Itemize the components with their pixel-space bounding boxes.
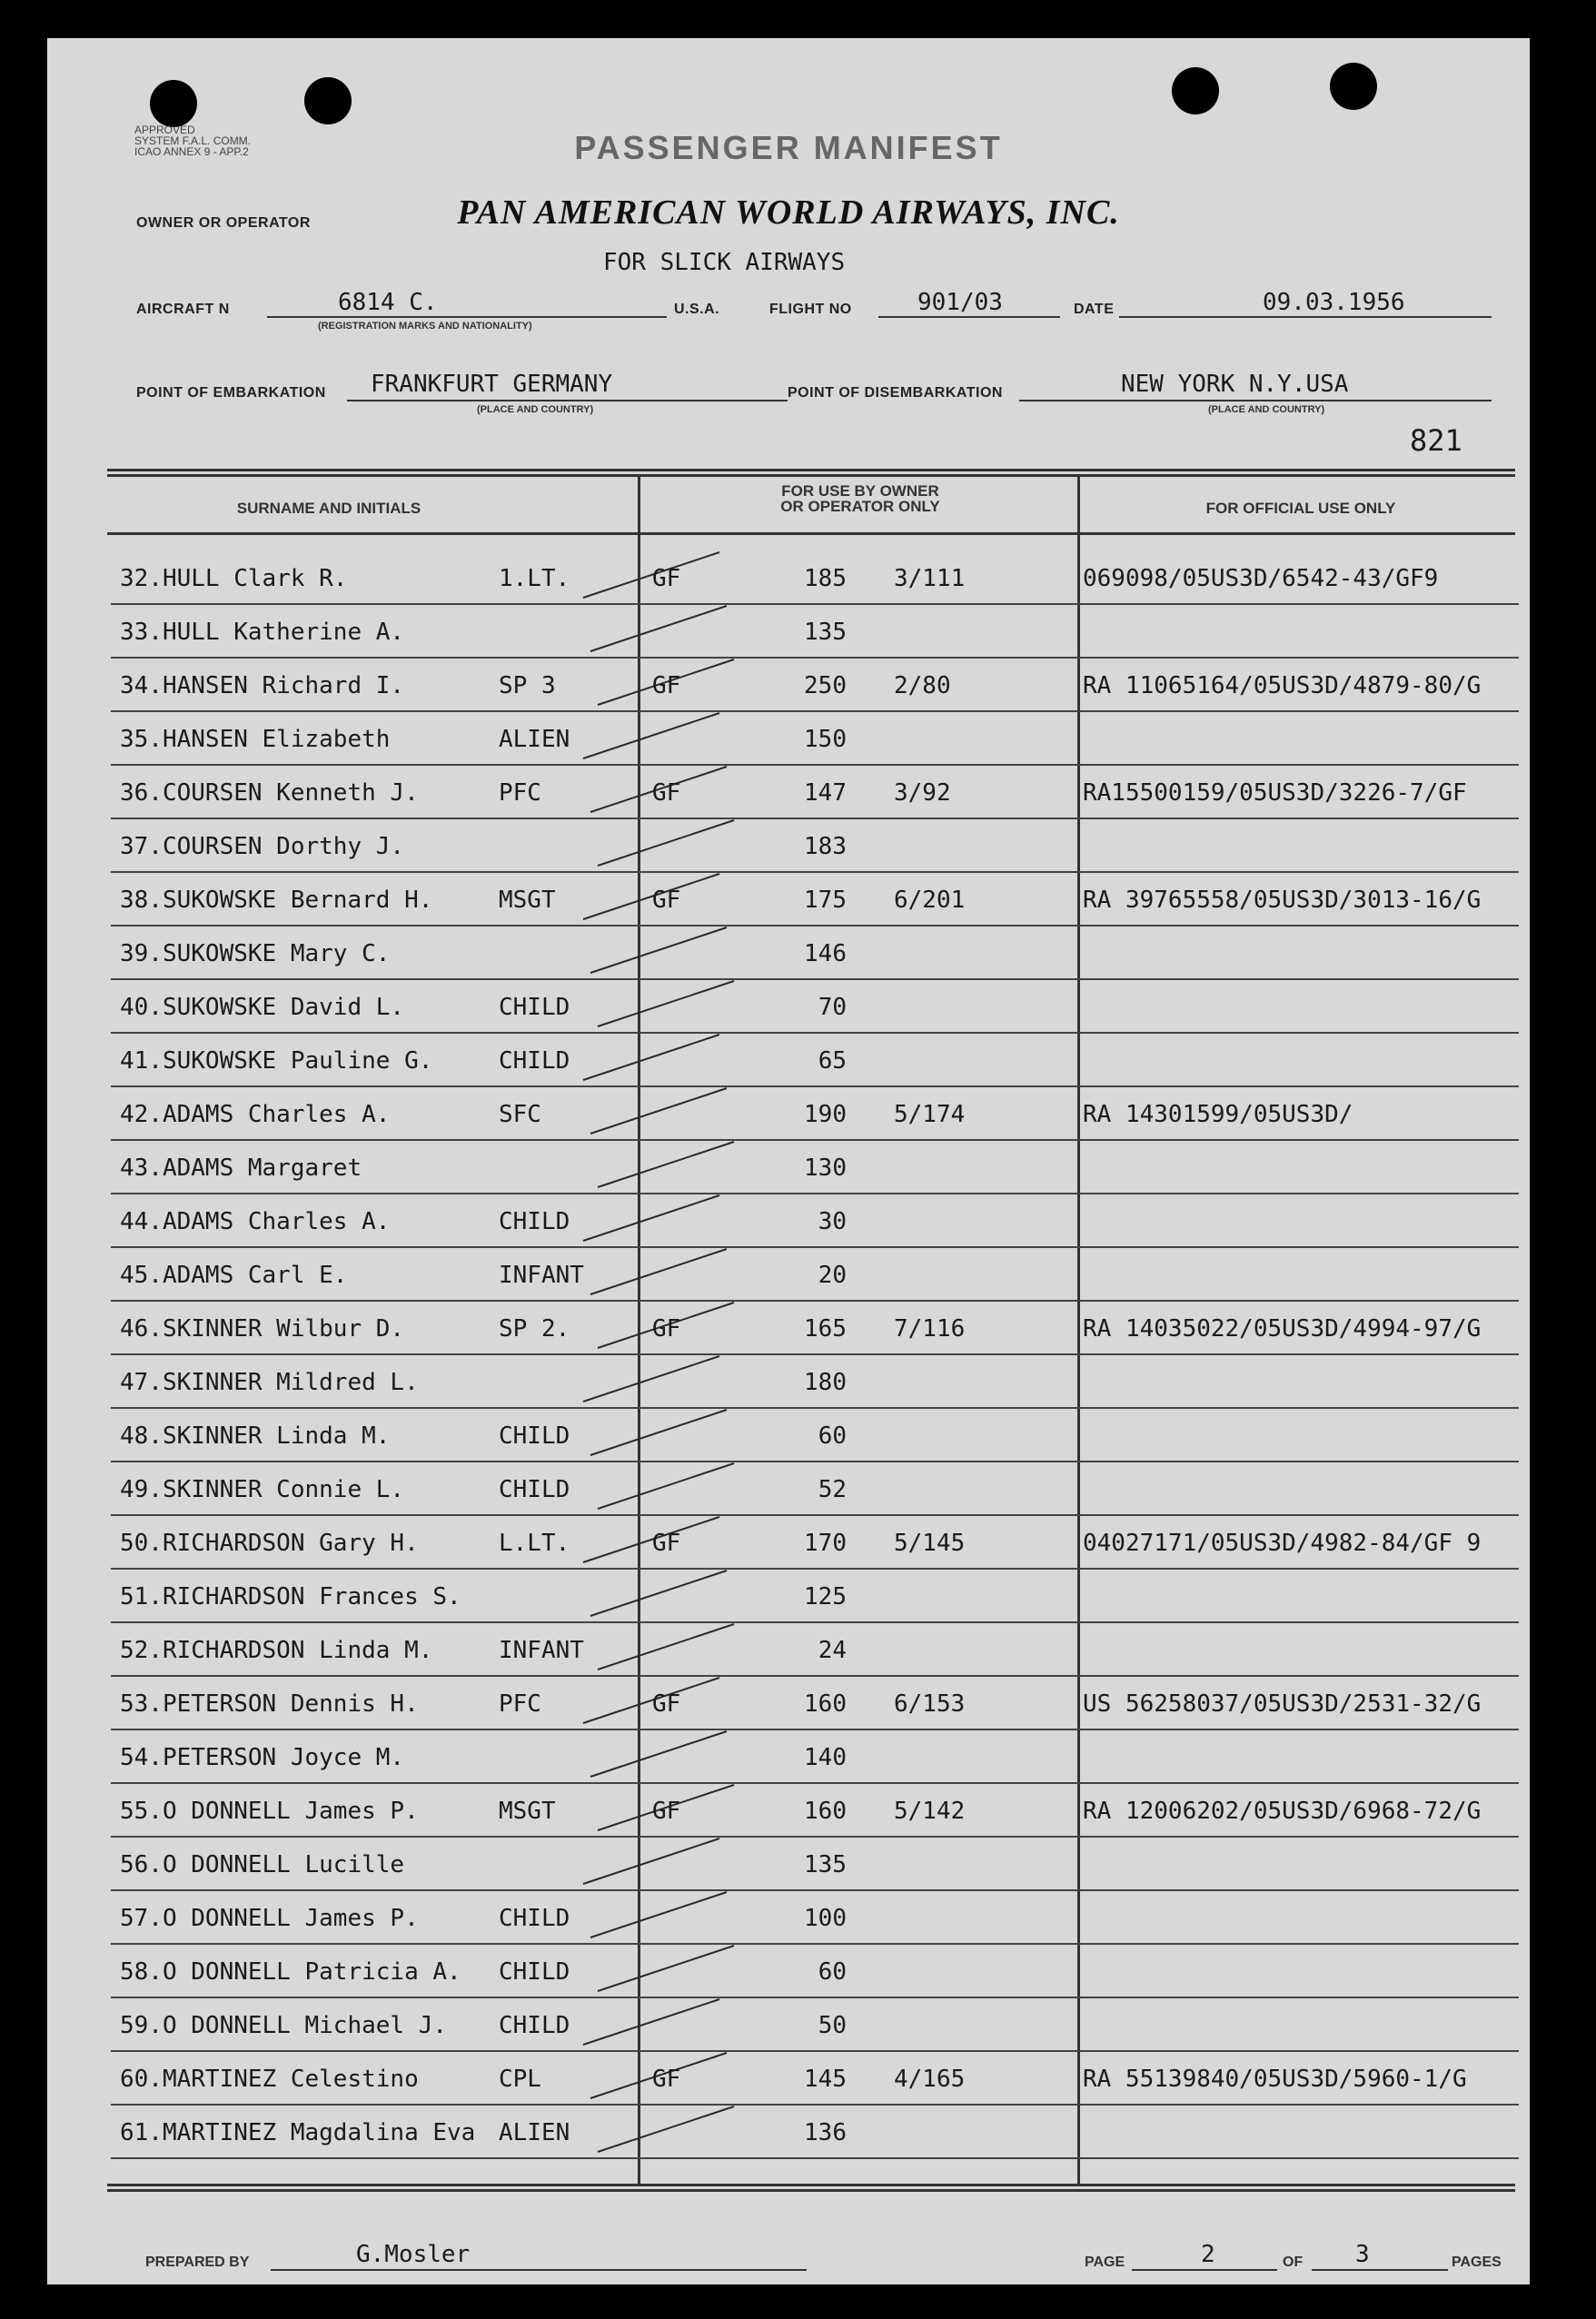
gf-code: GF — [652, 1798, 681, 1825]
of-underline — [1312, 2269, 1448, 2271]
passenger-rank: CHILD — [499, 1422, 570, 1450]
passenger-name: 49.SKINNER Connie L. — [120, 1476, 405, 1503]
table-row — [47, 1731, 1530, 1785]
flight-underline — [878, 316, 1060, 318]
page-title: PASSENGER MANIFEST — [574, 129, 1003, 166]
check-mark-icon — [574, 1831, 747, 1886]
passenger-name: 48.SKINNER Linda M. — [120, 1422, 391, 1450]
passenger-rank: CHILD — [499, 1047, 570, 1075]
gf-code: GF — [652, 887, 681, 914]
passenger-weight: 135 — [804, 1851, 847, 1878]
check-mark-icon — [574, 813, 747, 867]
baggage-count: 3/111 — [894, 565, 966, 592]
passenger-rank: INFANT — [499, 1262, 584, 1289]
row-rule — [111, 1997, 1519, 1998]
official-reference: US 56258037/05US3D/2531-32/G — [1083, 1690, 1482, 1718]
baggage-count: 5/145 — [894, 1530, 966, 1557]
table-row — [47, 1303, 1530, 1356]
passenger-name: 57.O DONNELL James P. — [120, 1905, 419, 1932]
table-row — [47, 1838, 1530, 1892]
row-rule — [111, 1514, 1519, 1516]
embark-label: POINT OF EMBARKATION — [136, 385, 326, 401]
table-row — [47, 1142, 1530, 1195]
baggage-count: 7/116 — [894, 1315, 966, 1343]
passenger-name: 35.HANSEN Elizabeth — [120, 726, 391, 753]
table-row — [47, 1035, 1530, 1088]
row-rule — [111, 1943, 1519, 1945]
check-mark-icon — [574, 1349, 747, 1403]
check-mark-icon — [574, 2099, 747, 2154]
passenger-weight: 160 — [804, 1798, 847, 1825]
passenger-weight: 20 — [818, 1262, 847, 1289]
passenger-weight: 100 — [804, 1905, 847, 1932]
check-mark-icon — [574, 1724, 747, 1779]
approval-line: ICAO ANNEX 9 - APP.2 — [134, 145, 249, 158]
table-row — [47, 1517, 1530, 1571]
passenger-weight: 140 — [804, 1744, 847, 1771]
check-mark-icon — [574, 1938, 747, 1993]
table-row — [47, 1999, 1530, 2053]
passenger-rank: MSGT — [499, 1798, 556, 1825]
check-mark-icon — [574, 1563, 747, 1618]
gf-code: GF — [652, 1690, 681, 1718]
table-bottom-rule — [107, 2184, 1515, 2186]
passenger-rank: MSGT — [499, 887, 556, 914]
row-rule — [111, 657, 1519, 659]
passenger-rank: L.LT. — [499, 1530, 570, 1557]
table-row — [47, 2106, 1530, 2160]
passenger-weight: 125 — [804, 1583, 847, 1610]
table-row — [47, 1356, 1530, 1410]
row-rule — [111, 818, 1519, 819]
table-row — [47, 1946, 1530, 1999]
of-label: OF — [1283, 2255, 1304, 2270]
check-mark-icon — [574, 1027, 747, 1082]
passenger-name: 43.ADAMS Margaret — [120, 1155, 362, 1182]
embark-caption: (PLACE AND COUNTRY) — [477, 404, 594, 415]
row-rule — [111, 1300, 1519, 1302]
passenger-rank: CHILD — [499, 1208, 570, 1235]
prepared-underline — [271, 2269, 807, 2271]
aircraft-number: 6814 C. — [338, 289, 438, 316]
disembark-underline — [1019, 400, 1492, 401]
approval-line: SYSTEM F.A.L. COMM. — [134, 134, 252, 147]
punch-hole — [1330, 63, 1377, 110]
passenger-name: 60.MARTINEZ Celestino — [120, 2066, 419, 2093]
passenger-name: 38.SUKOWSKE Bernard H. — [120, 887, 433, 914]
table-top-rule — [107, 469, 1515, 471]
operator-column-header — [683, 483, 1037, 514]
passenger-name: 53.PETERSON Dennis H. — [120, 1690, 419, 1718]
check-mark-icon — [574, 706, 747, 760]
official-reference: RA 12006202/05US3D/6968-72/G — [1083, 1798, 1482, 1825]
table-row — [47, 874, 1530, 927]
baggage-count: 4/165 — [894, 2066, 966, 2093]
registration-caption: (REGISTRATION MARKS AND NATIONALITY) — [318, 321, 532, 332]
row-rule — [111, 1621, 1519, 1623]
passenger-name: 42.ADAMS Charles A. — [120, 1101, 391, 1128]
aircraft-underline — [267, 316, 667, 318]
passenger-weight: 52 — [818, 1476, 847, 1503]
aircraft-label: AIRCRAFT N — [136, 302, 230, 317]
passenger-weight: 190 — [804, 1101, 847, 1128]
company-name: PAN AMERICAN WORLD AIRWAYS, INC. — [457, 193, 1120, 232]
passenger-rank: CHILD — [499, 1476, 570, 1503]
passenger-name: 55.O DONNELL James P. — [120, 1798, 419, 1825]
passenger-weight: 60 — [818, 1958, 847, 1986]
date-underline — [1119, 316, 1492, 318]
for-line: FOR SLICK AIRWAYS — [603, 249, 846, 276]
gf-code: GF — [652, 672, 681, 699]
row-rule — [111, 1675, 1519, 1677]
table-row — [47, 1249, 1530, 1303]
row-rule — [111, 1032, 1519, 1034]
baggage-count: 2/80 — [894, 672, 951, 699]
passenger-name: 40.SUKOWSKE David L. — [120, 994, 405, 1021]
table-row — [47, 1463, 1530, 1517]
passenger-weight: 183 — [804, 833, 847, 860]
passenger-name: 47.SKINNER Mildred L. — [120, 1369, 419, 1396]
passenger-name: 46.SKINNER Wilbur D. — [120, 1315, 405, 1343]
table-row — [47, 767, 1530, 820]
passenger-rank: SP 3 — [499, 672, 556, 699]
check-mark-icon — [574, 1456, 747, 1511]
table-row — [47, 659, 1530, 713]
official-reference: RA 14035022/05US3D/4994-97/G — [1083, 1315, 1482, 1343]
operator-header-line: FOR USE BY OWNER — [781, 482, 939, 500]
table-row — [47, 1624, 1530, 1678]
passenger-weight: 50 — [818, 2012, 847, 2039]
gf-code: GF — [652, 1315, 681, 1343]
passenger-rank: CPL — [499, 2066, 541, 2093]
manifest-sheet — [47, 38, 1530, 2284]
usa-label: U.S.A. — [674, 302, 720, 317]
passenger-weight: 70 — [818, 994, 847, 1021]
official-reference: 04027171/05US3D/4982-84/GF 9 — [1083, 1530, 1482, 1557]
table-row — [47, 981, 1530, 1035]
table-row — [47, 1892, 1530, 1946]
passenger-weight: 180 — [804, 1369, 847, 1396]
prepared-by: G.Mosler — [356, 2241, 471, 2268]
table-row — [47, 1410, 1530, 1463]
passenger-name: 59.O DONNELL Michael J. — [120, 2012, 448, 2039]
passenger-name: 36.COURSEN Kenneth J. — [120, 779, 419, 807]
passenger-rank: SFC — [499, 1101, 541, 1128]
check-mark-icon — [574, 1617, 747, 1671]
passenger-weight: 145 — [804, 2066, 847, 2093]
gf-code: GF — [652, 2066, 681, 2093]
check-mark-icon — [574, 1188, 747, 1243]
official-reference: RA 14301599/05US3D/ — [1083, 1101, 1353, 1128]
passenger-weight: 30 — [818, 1208, 847, 1235]
passenger-weight: 146 — [804, 940, 847, 967]
row-rule — [111, 871, 1519, 873]
flight-label: FLIGHT NO — [769, 302, 852, 317]
gf-code: GF — [652, 565, 681, 592]
table-row — [47, 1678, 1530, 1731]
passenger-weight: 24 — [818, 1637, 847, 1664]
passenger-weight: 147 — [804, 779, 847, 807]
row-rule — [111, 603, 1519, 605]
row-rule — [111, 1461, 1519, 1462]
row-rule — [111, 1193, 1519, 1194]
page-underline — [1132, 2269, 1277, 2271]
row-rule — [111, 1085, 1519, 1087]
table-row — [47, 2053, 1530, 2106]
punch-hole — [1172, 67, 1219, 114]
row-rule — [111, 2157, 1519, 2159]
row-rule — [111, 2104, 1519, 2106]
table-row — [47, 927, 1530, 981]
passenger-name: 61.MARTINEZ Magdalina Eva — [120, 2119, 476, 2146]
row-rule — [111, 1889, 1519, 1891]
check-mark-icon — [574, 1242, 747, 1296]
punch-hole — [150, 80, 197, 127]
table-header-rule — [107, 532, 1515, 535]
table-row — [47, 1195, 1530, 1249]
baggage-count: 5/174 — [894, 1101, 966, 1128]
passenger-rank: ALIEN — [499, 2119, 570, 2146]
check-mark-icon — [574, 974, 747, 1028]
table-row — [47, 552, 1530, 606]
row-rule — [111, 1353, 1519, 1355]
row-rule — [111, 1782, 1519, 1784]
official-reference: 069098/05US3D/6542-43/GF9 — [1083, 565, 1439, 592]
row-rule — [111, 978, 1519, 980]
row-rule — [111, 764, 1519, 766]
row-rule — [111, 1729, 1519, 1730]
check-mark-icon — [574, 599, 747, 653]
passenger-name: 45.ADAMS Carl E. — [120, 1262, 348, 1289]
official-reference: RA 55139840/05US3D/5960-1/G — [1083, 2066, 1467, 2093]
disembark-caption: (PLACE AND COUNTRY) — [1208, 404, 1325, 415]
passenger-weight: 185 — [804, 565, 847, 592]
passenger-weight: 160 — [804, 1690, 847, 1718]
pages-label: PAGES — [1452, 2255, 1502, 2270]
passenger-rank: SP 2. — [499, 1315, 570, 1343]
sheet-number: 821 — [1410, 423, 1462, 458]
row-rule — [111, 1139, 1519, 1141]
passenger-weight: 136 — [804, 2119, 847, 2146]
passenger-weight: 130 — [804, 1155, 847, 1182]
check-mark-icon — [574, 920, 747, 975]
passenger-weight: 135 — [804, 619, 847, 646]
check-mark-icon — [574, 1135, 747, 1189]
row-rule — [111, 710, 1519, 712]
official-column-header: FOR OFFICIAL USE ONLY — [1205, 500, 1396, 517]
passenger-weight: 175 — [804, 887, 847, 914]
passenger-name: 32.HULL Clark R. — [120, 565, 348, 592]
passenger-name: 33.HULL Katherine A. — [120, 619, 405, 646]
gf-code: GF — [652, 779, 681, 807]
passenger-name: 39.SUKOWSKE Mary C. — [120, 940, 391, 967]
table-row — [47, 1088, 1530, 1142]
total-pages: 3 — [1355, 2241, 1370, 2268]
passenger-rank: 1.LT. — [499, 565, 570, 592]
embark-place: FRANKFURT GERMANY — [371, 371, 613, 398]
passenger-rank: CHILD — [499, 2012, 570, 2039]
passenger-weight: 65 — [818, 1047, 847, 1075]
official-reference: RA 39765558/05US3D/3013-16/G — [1083, 887, 1482, 914]
approval-line: APPROVED — [134, 124, 195, 136]
passenger-name: 54.PETERSON Joyce M. — [120, 1744, 405, 1771]
row-rule — [111, 1407, 1519, 1409]
table-row — [47, 1785, 1530, 1838]
passenger-name: 52.RICHARDSON Linda M. — [120, 1637, 433, 1664]
flight-date: 09.03.1956 — [1263, 289, 1405, 316]
baggage-count: 6/201 — [894, 887, 966, 914]
passenger-rank: ALIEN — [499, 726, 570, 753]
table-bottom-rule — [107, 2189, 1515, 2192]
flight-number: 901/03 — [917, 289, 1003, 316]
passenger-weight: 165 — [804, 1315, 847, 1343]
row-rule — [111, 1246, 1519, 1248]
table-row — [47, 606, 1530, 659]
official-reference: RA 11065164/05US3D/4879-80/G — [1083, 672, 1482, 699]
passenger-rank: PFC — [499, 779, 541, 807]
passenger-name: 44.ADAMS Charles A. — [120, 1208, 391, 1235]
passenger-weight: 150 — [804, 726, 847, 753]
page-number: 2 — [1201, 2241, 1215, 2268]
row-rule — [111, 2050, 1519, 2052]
baggage-count: 5/142 — [894, 1798, 966, 1825]
table-top-rule — [107, 474, 1515, 477]
passenger-name: 50.RICHARDSON Gary H. — [120, 1530, 419, 1557]
table-row — [47, 820, 1530, 874]
row-rule — [111, 1836, 1519, 1838]
baggage-count: 6/153 — [894, 1690, 966, 1718]
date-label: DATE — [1074, 302, 1115, 317]
passenger-name: 41.SUKOWSKE Pauline G. — [120, 1047, 433, 1075]
table-row — [47, 1571, 1530, 1624]
passenger-name: 34.HANSEN Richard I. — [120, 672, 405, 699]
passenger-rank: INFANT — [499, 1637, 584, 1664]
baggage-count: 3/92 — [894, 779, 951, 807]
passenger-weight: 170 — [804, 1530, 847, 1557]
official-reference: RA15500159/05US3D/3226-7/GF — [1083, 779, 1467, 807]
owner-label: OWNER OR OPERATOR — [136, 215, 311, 231]
check-mark-icon — [574, 1081, 747, 1135]
passenger-name: 51.RICHARDSON Frances S. — [120, 1583, 461, 1610]
passenger-weight: 250 — [804, 672, 847, 699]
disembark-place: NEW YORK N.Y.USA — [1121, 371, 1349, 398]
check-mark-icon — [574, 1885, 747, 1939]
table-row — [47, 713, 1530, 767]
name-column-header: SURNAME AND INITIALS — [236, 500, 421, 517]
passenger-rank: CHILD — [499, 1905, 570, 1932]
punch-hole — [304, 77, 352, 124]
row-rule — [111, 925, 1519, 927]
page-label: PAGE — [1085, 2255, 1125, 2270]
row-rule — [111, 1568, 1519, 1570]
passenger-name: 56.O DONNELL Lucille — [120, 1851, 405, 1878]
disembark-label: POINT OF DISEMBARKATION — [788, 385, 1003, 401]
embark-underline — [347, 400, 788, 401]
check-mark-icon — [574, 1992, 747, 2046]
passenger-rank: CHILD — [499, 994, 570, 1021]
gf-code: GF — [652, 1530, 681, 1557]
passenger-name: 58.O DONNELL Patricia A. — [120, 1958, 461, 1986]
passenger-rank: PFC — [499, 1690, 541, 1718]
prepared-label: PREPARED BY — [145, 2255, 250, 2270]
passenger-name: 37.COURSEN Dorthy J. — [120, 833, 405, 860]
passenger-weight: 60 — [818, 1422, 847, 1450]
passenger-rank: CHILD — [499, 1958, 570, 1986]
operator-header-line: OR OPERATOR ONLY — [780, 498, 940, 515]
check-mark-icon — [574, 1402, 747, 1457]
